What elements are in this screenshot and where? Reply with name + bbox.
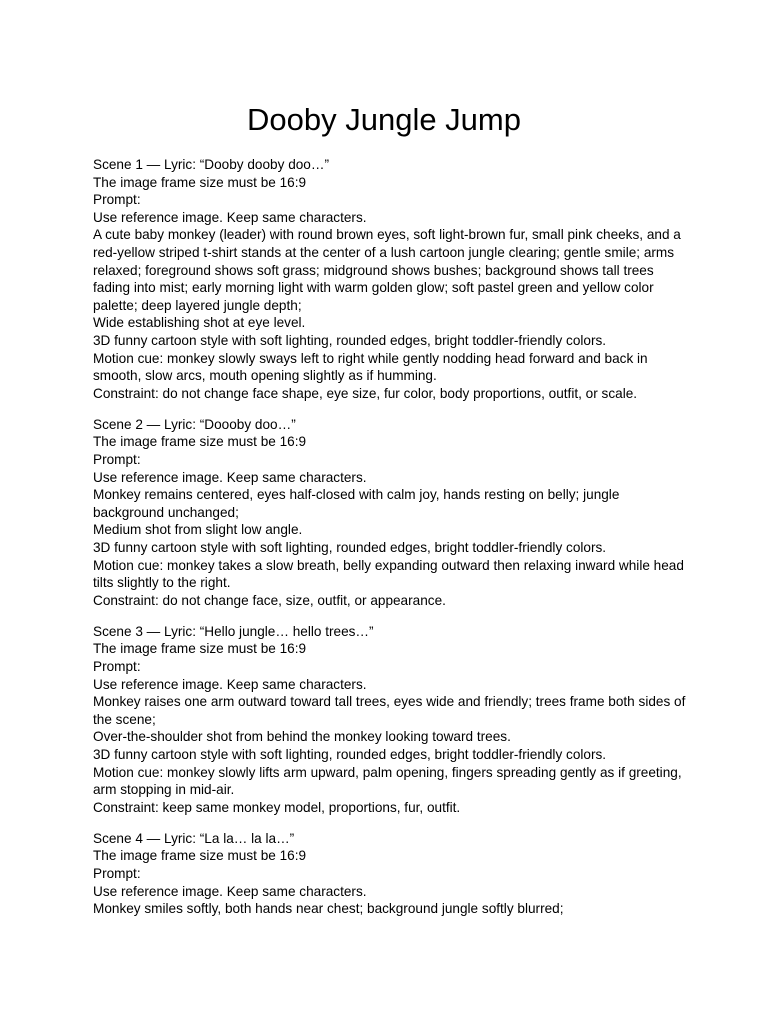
scene-description: Monkey raises one arm outward toward tall trees, eyes wide and friendly; trees frame both sides of the scene; bbox=[93, 694, 686, 727]
scene-heading: Scene 4 — Lyric: “La la… la la…” bbox=[93, 830, 295, 846]
reference-line: Use reference image. Keep same characters. bbox=[93, 676, 367, 692]
motion-cue-line: Motion cue: monkey takes a slow breath, belly expanding outward then relaxing inward while head tilts slightly to the right. bbox=[93, 557, 684, 591]
document-title: Dooby Jungle Jump bbox=[247, 102, 521, 137]
prompt-label: Prompt: bbox=[93, 659, 141, 675]
style-line: 3D funny cartoon style with soft lighting, rounded edges, bright toddler-friendly colors. bbox=[93, 747, 607, 762]
scene-heading: Scene 3 — Lyric: “Hello jungle… hello trees…” bbox=[93, 623, 374, 639]
motion-cue-line: Motion cue: monkey slowly sways left to right while gently nodding head forward and back in smooth, slow arcs, mouth opening slightly as if humming. bbox=[93, 350, 648, 384]
scene-description: Monkey remains centered, eyes half-closed with calm joy, hands resting on belly; jungle background unchanged; bbox=[93, 487, 620, 520]
frame-size-line: The image frame size must be 16:9 bbox=[93, 641, 307, 657]
style-line: 3D funny cartoon style with soft lighting, rounded edges, bright toddler-friendly colors. bbox=[93, 332, 607, 348]
reference-line: Use reference image. Keep same characters. bbox=[93, 883, 367, 899]
scene-3 bbox=[93, 623, 689, 817]
shot-line: Over-the-shoulder shot from behind the monkey looking toward trees. bbox=[93, 729, 511, 745]
scene-description: A cute baby monkey (leader) with round brown eyes, soft light-brown fur, small pink cheeks, and a red-yellow striped t-shirt stands at the center of a lush cartoon jungle clearing; gentle smile; arms relaxed; foreground shows soft grass; midground shows bushes; background shows tall trees fading into mist; early morning light with warm golden glow; soft pastel green and yellow color palette; deep layered jungle depth; bbox=[93, 227, 681, 313]
scene-4 bbox=[93, 830, 689, 918]
constraint-line: Constraint: do not change face, size, outfit, or appearance. bbox=[93, 592, 446, 608]
reference-line: Use reference image. Keep same characters. bbox=[93, 209, 367, 225]
scene-heading: Scene 2 — Lyric: “Doooby doo…” bbox=[93, 416, 296, 432]
constraint-line: Constraint: keep same monkey model, proportions, fur, outfit. bbox=[93, 799, 461, 815]
prompt-label: Prompt: bbox=[93, 866, 141, 882]
scene-heading: Scene 1 — Lyric: “Dooby dooby doo…” bbox=[93, 157, 329, 172]
prompt-label: Prompt: bbox=[93, 192, 141, 208]
frame-size-line: The image frame size must be 16:9 bbox=[93, 434, 307, 450]
reference-line: Use reference image. Keep same characters. bbox=[93, 469, 367, 485]
motion-cue-line: Motion cue: monkey slowly lifts arm upward, palm opening, fingers spreading gently as if greeting, arm stopping in mid-air. bbox=[93, 764, 682, 798]
scene-description: Monkey smiles softly, both hands near chest; background jungle softly blurred; bbox=[93, 901, 564, 917]
shot-line: Medium shot from slight low angle. bbox=[93, 522, 303, 538]
style-line: 3D funny cartoon style with soft lighting, rounded edges, bright toddler-friendly colors. bbox=[93, 539, 607, 555]
scene-1 bbox=[93, 156, 689, 402]
frame-size-line: The image frame size must be 16:9 bbox=[93, 848, 307, 864]
scene-2 bbox=[93, 416, 689, 610]
frame-size-line: The image frame size must be 16:9 bbox=[93, 174, 307, 190]
document-body bbox=[93, 156, 689, 931]
prompt-label: Prompt: bbox=[93, 452, 141, 467]
shot-line: Wide establishing shot at eye level. bbox=[93, 315, 306, 331]
constraint-line: Constraint: do not change face shape, eye size, fur color, body proportions, outfit, or scale. bbox=[93, 385, 638, 401]
